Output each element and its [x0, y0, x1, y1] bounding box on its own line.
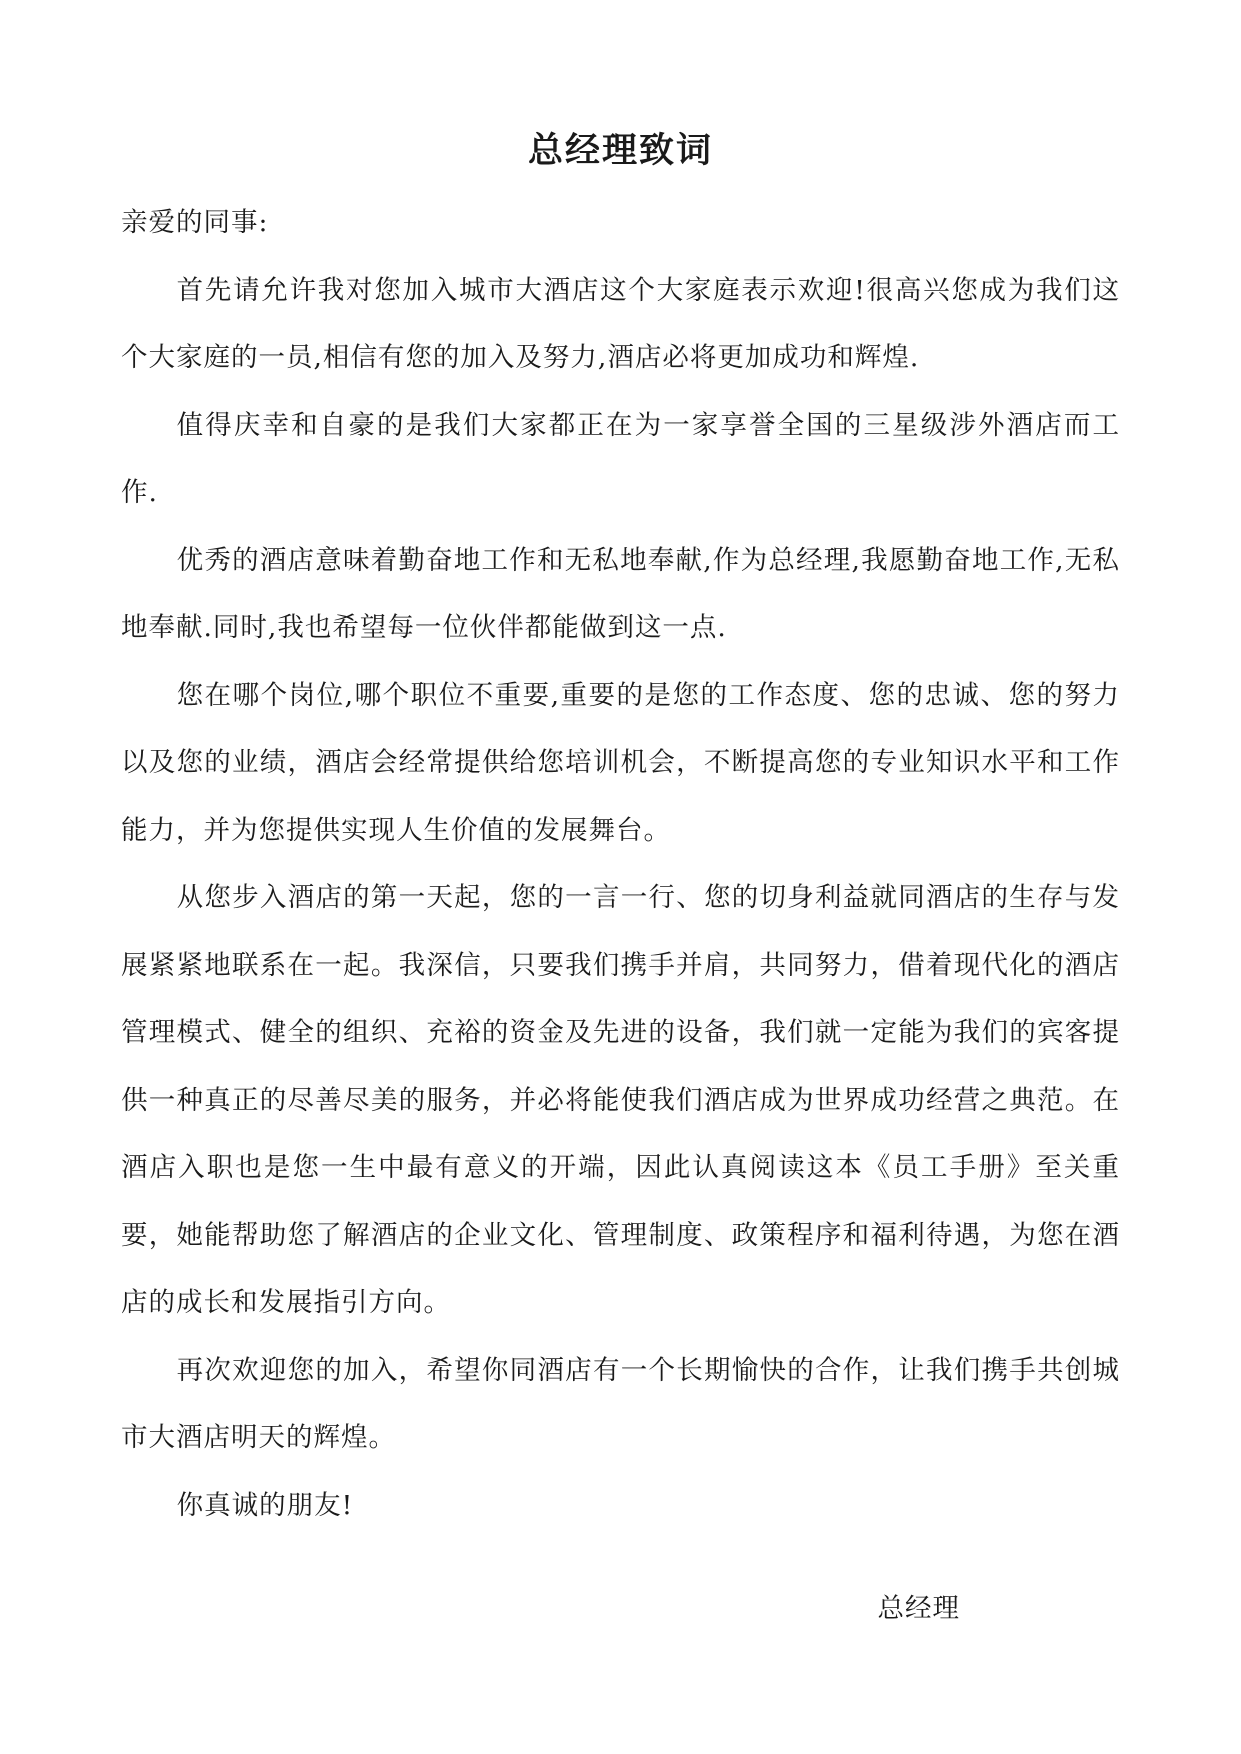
sign-off: 你真诚的朋友! — [176, 1489, 354, 1521]
page-title: 总经理致词 — [527, 131, 713, 171]
greeting: 亲爱的同事: — [121, 207, 269, 238]
paragraph-dedication: 优秀的酒店意味着勤奋地工作和无私地奉献,作为总经理,我愿勤奋地工作,无私地奉献.同时,我也希望每一位伙伴都能做到这一点. — [121, 544, 1120, 643]
paragraph-attitude: 您在哪个岗位,哪个职位不重要,重要的是您的工作态度、您的忠诚、您的努力以及您的业绩，酒店会经常提供给您培训机会，不断提高您的专业知识水平和工作能力，并为您提供实现人生价值的发展舞台。 — [121, 679, 1120, 846]
paragraph-pride: 值得庆幸和自豪的是我们大家都正在为一家享誉全国的三星级涉外酒店而工作. — [121, 409, 1120, 508]
paragraph-handbook: 从您步入酒店的第一天起，您的一言一行、您的切身利益就同酒店的生存与发展紧紧地联系在一起。我深信，只要我们携手并肩，共同努力，借着现代化的酒店管理模式、健全的组织、充裕的资金及先进的设备，我们就一定能为我们的宾客提供一种真正的尽善尽美的服务，并必将能使我们酒店成为世界成功经营之典范。在酒店入职也是您一生中最有意义的开端，因此认真阅读这本《员工手册》至关重要，她能帮助您了解酒店的企业文化、管理制度、政策程序和福利待遇，为您在酒店的成长和发展指引方向。 — [121, 882, 1120, 1318]
letter-body — [121, 189, 1120, 1539]
signature: 总经理 — [877, 1593, 960, 1624]
paragraph-welcome: 首先请允许我对您加入城市大酒店这个大家庭表示欢迎!很高兴您成为我们这个大家庭的一员,相信有您的加入及努力,酒店必将更加成功和辉煌. — [121, 274, 1120, 373]
paragraph-closing: 再次欢迎您的加入，希望你同酒店有一个长期愉快的合作，让我们携手共创城市大酒店明天的辉煌。 — [121, 1354, 1120, 1453]
